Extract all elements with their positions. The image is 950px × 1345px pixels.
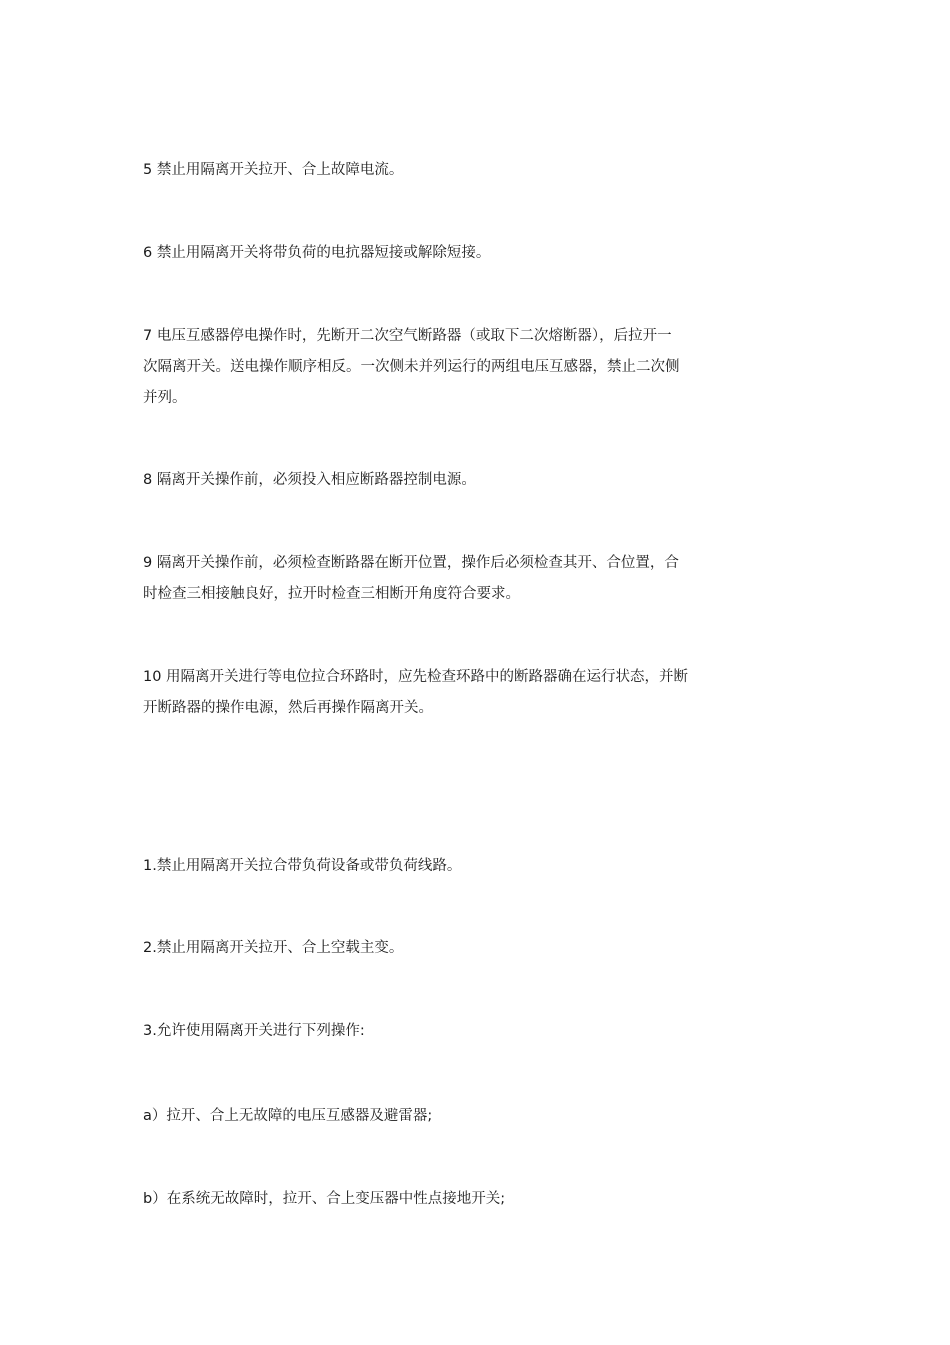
paragraph-item-9: 9 隔离开关操作前，必须检查断路器在断开位置，操作后必须检查其开、合位置，合 时检查三相接触良好，拉开时检查三相断开角度符合要求。 [143, 555, 679, 602]
paragraph-item-8: 8 隔离开关操作前，必须投入相应断路器控制电源。 [143, 472, 476, 488]
paragraph-rule-2: 2.禁止用隔离开关拉开、合上空载主变。 [143, 940, 404, 956]
paragraph-subitem-a: a）拉开、合上无故障的电压互感器及避雷器; [143, 1108, 433, 1124]
paragraph-item-7: 7 电压互感器停电操作时，先断开二次空气断路器（或取下二次熔断器），后拉开一 次隔离开关。送电操作顺序相反。一次侧未并列运行的两组电压互感器，禁止二次侧 并列。 [143, 328, 680, 406]
paragraph-item-10: 10 用隔离开关进行等电位拉合环路时，应先检查环路中的断路器确在运行状态，并断 开断路器的操作电源，然后再操作隔离开关。 [143, 669, 689, 716]
paragraph-rule-3: 3.允许使用隔离开关进行下列操作: [143, 1023, 365, 1039]
paragraph-rule-1: 1.禁止用隔离开关拉合带负荷设备或带负荷线路。 [143, 858, 462, 874]
paragraph-subitem-b: b）在系统无故障时，拉开、合上变压器中性点接地开关; [143, 1191, 506, 1207]
paragraph-item-6: 6 禁止用隔离开关将带负荷的电抗器短接或解除短接。 [143, 245, 491, 261]
paragraph-item-5: 5 禁止用隔离开关拉开、合上故障电流。 [143, 162, 404, 178]
